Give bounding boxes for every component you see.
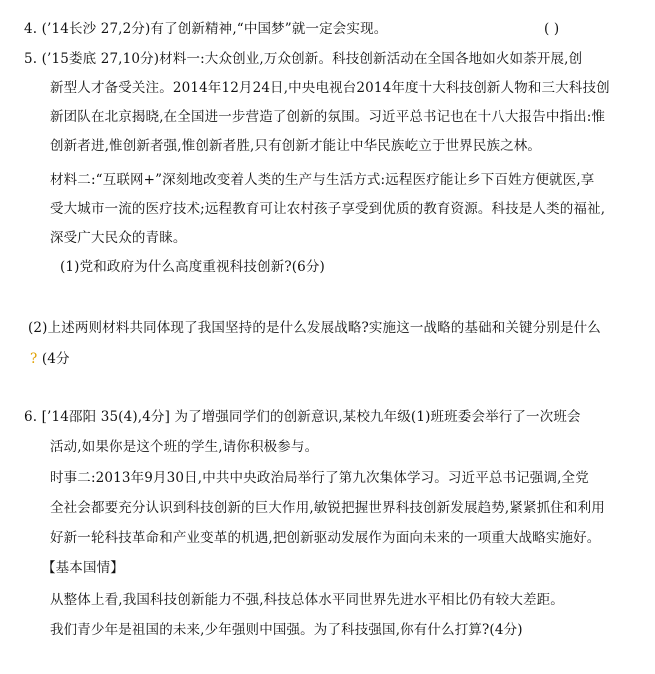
q5-line-7: 深受广大民众的青睐。 <box>50 230 187 246</box>
q5-subquestion-1: (1)党和政府为什么高度重视科技创新?(6分) <box>60 259 325 275</box>
q6-line-7: 从整体上看,我国科技创新能力不强,科技总体水平同世界先进水平相比仍有较大差距。 <box>50 592 564 608</box>
q5-line-5: 材料二:“互联网+”深刻地改变着人类的生产与生活方式:远程医疗能让乡下百姓方便就医,享 <box>50 172 595 188</box>
q5-line-2: 新型人才备受关注。2014年12月24日,中央电视台2014年度十大科技创新人物和三大科技创 <box>50 80 610 96</box>
question-mark: ? <box>30 351 38 367</box>
q5-line-4: 创新者进,惟创新者强,惟创新者胜,只有创新才能让中华民族屹立于世界民族之林。 <box>50 138 542 154</box>
q5-subquestion-2-points: (4分 <box>41 351 70 367</box>
q5-line-6: 受大城市一流的医疗技术;远程教育可让农村孩子享受到优质的教育资源。科技是人类的福祉, <box>50 201 606 217</box>
q4-text: 4. (’14长沙 27,2分)有了创新精神,“中国梦”就一定会实现。 <box>24 21 388 37</box>
q5-subquestion-2: (2)上述两则材料共同体现了我国坚持的是什么发展战略?实施这一战略的基础和关键分别是什么 <box>28 320 601 336</box>
q5-line-3: 新团队在北京揭晓,在全国进一步营造了创新的氛围。习近平总书记也在十八大报告中指出:惟 <box>50 109 606 125</box>
q6-line-1: 6. [’14邵阳 35(4),4分] 为了增强同学们的创新意识,某校九年级(1)班班委会举行了一次班会 <box>24 409 581 425</box>
q6-line-5: 好新一轮科技革命和产业变革的机遇,把创新驱动发展作为面向未来的一项重大战略实施好。 <box>50 530 601 546</box>
q6-line-4: 全社会都要充分认识到科技创新的巨大作用,敏锐把握世界科技创新发展趋势,紧紧抓住和利用 <box>50 500 605 516</box>
q6-section-heading: 【基本国情】 <box>42 560 124 576</box>
q6-line-2: 活动,如果你是这个班的学生,请你积极参与。 <box>50 439 319 455</box>
q4-answer-blank: ( ) <box>544 21 560 37</box>
q5-subquestion-2-end <box>30 349 70 369</box>
q5-line-1: 5. (’15娄底 27,10分)材料一:大众创业,万众创新。科技创新活动在全国各地如火如荼开展,创 <box>24 51 583 67</box>
q6-line-8: 我们青少年是祖国的未来,少年强则中国强。为了科技强国,你有什么打算?(4分) <box>50 622 523 638</box>
q6-line-3: 时事二:2013年9月30日,中共中央政治局举行了第九次集体学习。习近平总书记强调,全党 <box>50 470 589 486</box>
